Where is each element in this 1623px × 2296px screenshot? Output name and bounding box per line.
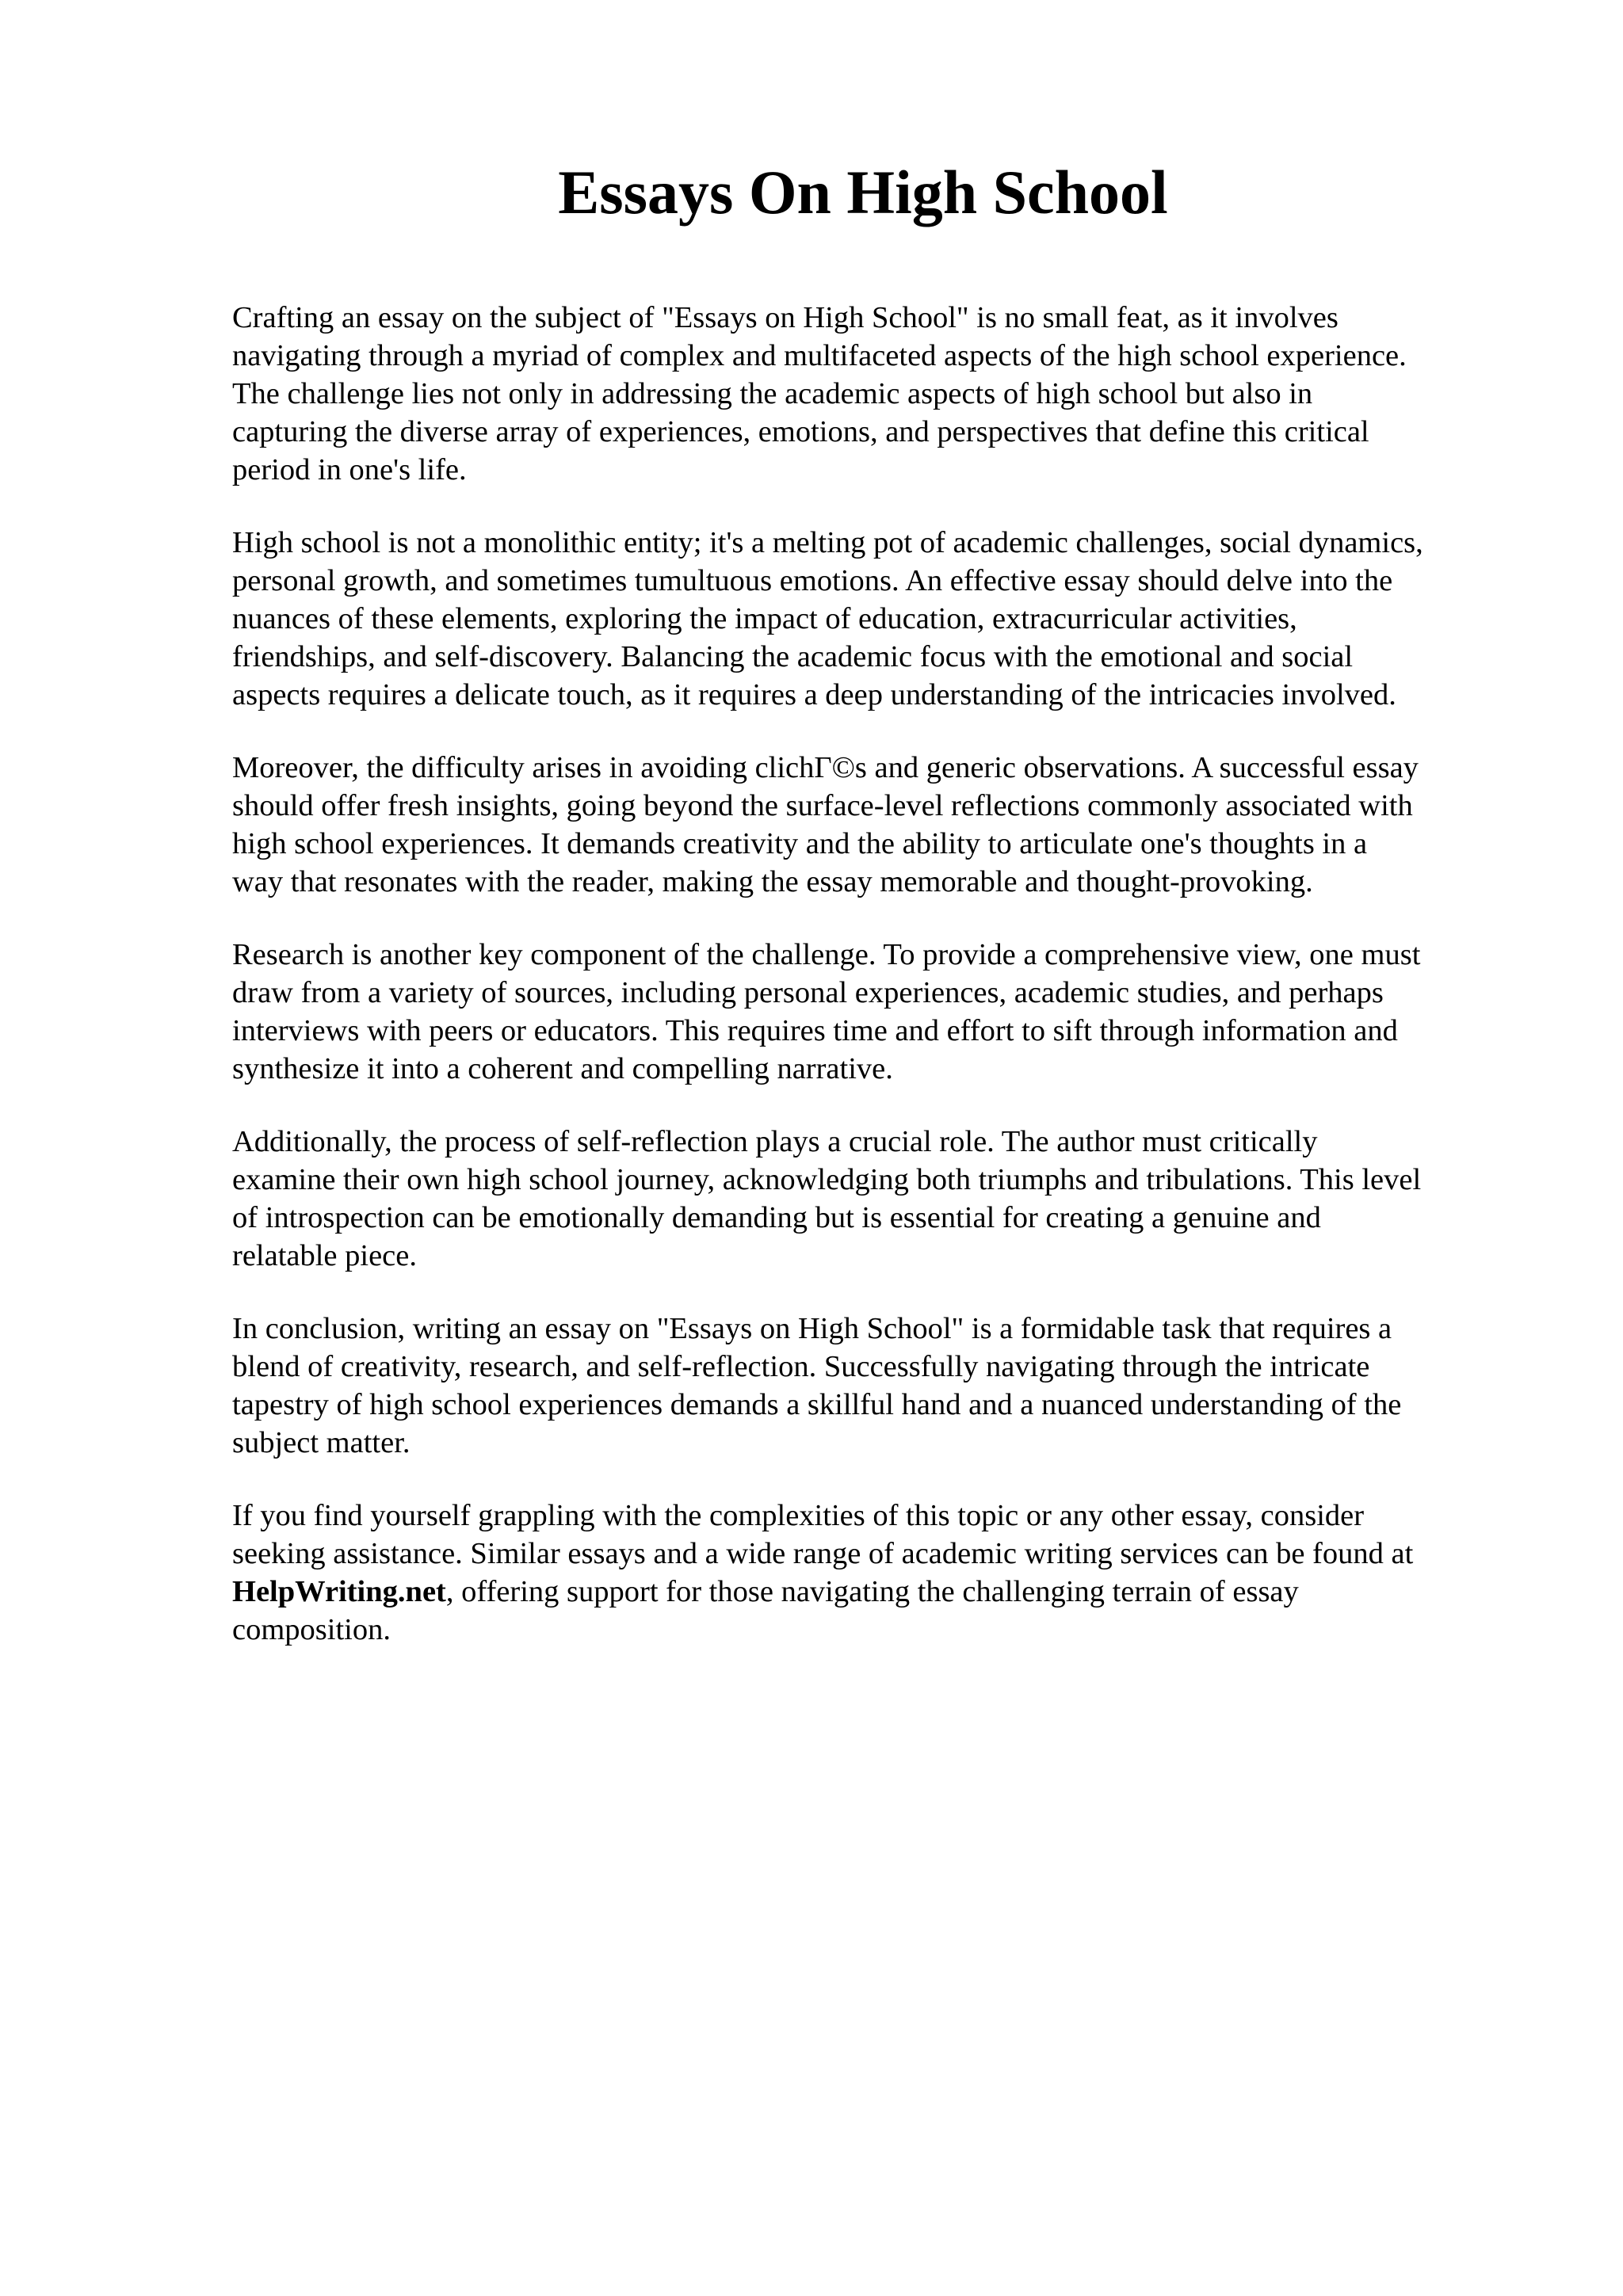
paragraph-5 xyxy=(232,1123,1532,1275)
text-line: high school experiences. It demands creativity and the ability to articulate one's thoughts in a xyxy=(232,827,1368,860)
text-line: The challenge lies not only in addressing the academic aspects of high school but also in xyxy=(232,377,1313,410)
text-line: of introspection can be emotionally demanding but is essential for creating a genuine and xyxy=(232,1201,1321,1234)
text-line: examine their own high school journey, acknowledging both triumphs and tribulations. This level xyxy=(232,1163,1422,1196)
text-line: should offer fresh insights, going beyond the surface-level reflections commonly associated with xyxy=(232,789,1413,822)
text-line: relatable piece. xyxy=(232,1239,417,1272)
text-line: nuances of these elements, exploring the impact of education, extracurricular activities, xyxy=(232,602,1297,635)
essay-body xyxy=(232,299,1532,1684)
paragraph-4 xyxy=(232,936,1532,1088)
text-line: If you find yourself grappling with the complexities of this topic or any other essay, consider xyxy=(232,1499,1365,1532)
text-line: seeking assistance. Similar essays and a wide range of academic writing services can be found at xyxy=(232,1537,1414,1570)
text-line xyxy=(232,1573,1532,1611)
text-line: High school is not a monolithic entity; it's a melting pot of academic challenges, social dynamics, xyxy=(232,526,1423,559)
text-line: capturing the diverse array of experiences, emotions, and perspectives that define this critical xyxy=(232,415,1369,448)
text-line: Crafting an essay on the subject of "Essays on High School" is no small feat, as it involves xyxy=(232,301,1338,334)
text-line: blend of creativity, research, and self-reflection. Successfully navigating through the intricate xyxy=(232,1350,1370,1383)
text-line: subject matter. xyxy=(232,1426,411,1459)
text-line: way that resonates with the reader, making the essay memorable and thought-provoking. xyxy=(232,865,1313,898)
text-line: synthesize it into a coherent and compelling narrative. xyxy=(232,1052,893,1085)
text-line: Additionally, the process of self-reflection plays a crucial role. The author must critically xyxy=(232,1125,1318,1158)
text-line: navigating through a myriad of complex and multifaceted aspects of the high school experience. xyxy=(232,339,1407,372)
paragraph-6 xyxy=(232,1310,1532,1462)
paragraph-2 xyxy=(232,524,1532,714)
text-line: tapestry of high school experiences demands a skillful hand and a nuanced understanding of the xyxy=(232,1388,1402,1421)
text-line: personal growth, and sometimes tumultuous emotions. An effective essay should delve into the xyxy=(232,564,1393,597)
text-line: aspects requires a delicate touch, as it requires a deep understanding of the intricacies involved. xyxy=(232,678,1396,711)
text-line: Moreover, the difficulty arises in avoiding clichГ©s and generic observations. A successful essay xyxy=(232,751,1419,784)
paragraph-1 xyxy=(232,299,1532,489)
text-fragment: , offering support for those navigating the challenging terrain of essay xyxy=(445,1575,1299,1608)
helpwriting-brand-name: HelpWriting.net xyxy=(232,1575,446,1608)
text-line: period in one's life. xyxy=(232,453,467,486)
text-line: friendships, and self-discovery. Balancing the academic focus with the emotional and social xyxy=(232,640,1354,673)
paragraph-3 xyxy=(232,749,1532,901)
text-line: composition. xyxy=(232,1613,391,1646)
closing-paragraph xyxy=(232,1497,1532,1649)
text-line: In conclusion, writing an essay on "Essays on High School" is a formidable task that requires a xyxy=(232,1312,1392,1345)
page-title: Essays On High School xyxy=(558,158,1168,227)
text-line: interviews with peers or educators. This requires time and effort to sift through information and xyxy=(232,1014,1398,1047)
text-line: draw from a variety of sources, including personal experiences, academic studies, and perhaps xyxy=(232,976,1384,1009)
text-line: Research is another key component of the challenge. To provide a comprehensive view, one must xyxy=(232,938,1421,971)
